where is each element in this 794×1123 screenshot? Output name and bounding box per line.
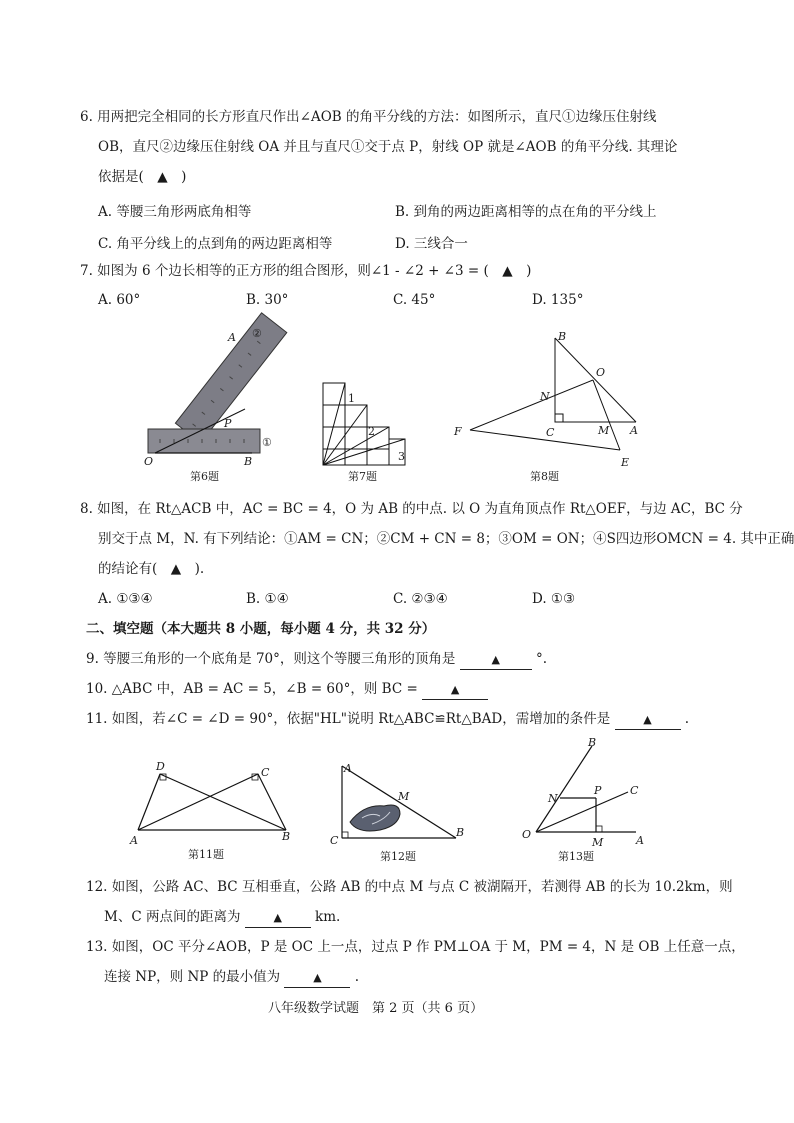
figure-12 [328,758,478,868]
fig13-label-N: N [548,792,558,805]
fig11-label-B: B [282,830,291,843]
fig13-label-M: M [592,836,604,849]
q11-answer-blank[interactable]: ▲ [615,711,681,730]
fig8-caption: 第8题 [530,470,559,483]
q8-stem-line1: 8. 如图，在 Rt△ACB 中，AC = BC = 4，O 为 AB 的中点. 以 O 为直角顶点作 Rt△OEF，与边 AC，BC 分 [80,501,743,517]
q6-stem-line2: OB，直尺②边缘压住射线 OA 并且与直尺①交于点 P，射线 OP 就是∠AOB 的角平分线. 其理论 [98,139,678,155]
q13-stem-line1: 13. 如图，OC 平分∠AOB，P 是 OC 上一点，过点 P 作 PM⊥OA 于 M，PM = 4，N 是 OB 上任意一点， [86,939,745,955]
q9-text: 9. 等腰三角形的一个底角是 70°，则这个等腰三角形的顶角是 [86,651,456,667]
q10-answer-blank[interactable]: ▲ [422,681,488,700]
fig12-caption: 第12题 [380,850,416,863]
page-footer: 八年级数学试题 第 2 页（共 6 页） [268,1001,484,1016]
fig6-label-ruler1: ① [262,436,272,449]
q11-text: 11. 如图，若∠C = ∠D = 90°，依据"HL"说明 Rt△ABC≌Rt△BAD，需增加的条件是 [86,711,611,727]
fig6-caption: 第6题 [190,470,219,483]
q11-suffix: . [684,711,690,727]
q6-stem-line1: 6. 用两把完全相同的长方形直尺作出∠AOB 的角平分线的方法：如图所示，直尺①边缘压住射线 [80,109,657,125]
q6-option-b: B. 到角的两边距离相等的点在角的平分线上 [395,204,657,220]
fig12-label-C: C [330,834,339,847]
q13-stem-line2 [104,968,359,988]
q8-option-c: C. ②③④ [393,591,448,607]
q12-answer-blank[interactable]: ▲ [245,909,311,928]
q7-option-d: D. 135° [532,292,584,308]
q7-stem: 7. 如图为 6 个边长相等的正方形的组合图形，则∠1 - ∠2 + ∠3 = ( ▲ ) [80,263,532,279]
q6-option-c: C. 角平分线上的点到角的两边距离相等 [98,236,333,252]
fig8-label-B: B [558,330,567,343]
q9-stem [86,650,547,670]
q8-stem-line2: 别交于点 M，N. 有下列结论：①AM = CN；②CM + CN = 8；③OM = ON；④S四边形OMCN = 4. 其中正确 [98,531,794,547]
figure-13 [516,736,656,866]
fig13-label-B: B [588,736,597,749]
fig6-label-ruler2: ② [252,327,262,340]
fig13-label-A: A [636,834,644,847]
q9-answer-blank[interactable]: ▲ [460,651,532,670]
fig11-caption: 第11题 [188,848,224,861]
q6-stem-line3: 依据是( ▲ ) [98,169,187,185]
q11-stem [86,710,689,730]
q13-text: 连接 NP，则 NP 的最小值为 [104,969,281,985]
figure-7 [318,378,418,483]
q12-text: M、C 两点间的距离为 [104,909,241,925]
ruler-1 [148,429,260,453]
fig8-label-F: F [454,425,462,438]
q6-option-d: D. 三线合一 [395,236,468,252]
fig8-label-M: M [598,424,610,437]
fig8-label-N: N [540,390,550,403]
q6-option-a: A. 等腰三角形两底角相等 [98,204,252,220]
q12-stem-line2 [104,908,340,928]
q13-answer-blank[interactable]: ▲ [284,969,350,988]
fig13-label-O: O [522,828,532,841]
figure-8 [448,328,648,488]
figure-11 [128,758,298,868]
fig13-label-P: P [594,784,602,797]
fig13-label-C: C [630,784,639,797]
fig12-label-A: A [344,762,352,775]
fig11-label-A: A [130,834,138,847]
q12-suffix: km. [315,909,341,925]
q8-option-b: B. ①④ [246,591,289,607]
fig11-label-C: C [261,766,270,779]
fig8-label-C: C [546,426,555,439]
fig8-label-O: O [596,366,606,379]
fig6-label-P: P [224,417,232,430]
q13-suffix: . [354,969,360,985]
q8-option-a: A. ①③④ [98,591,153,607]
q12-stem-line1: 12. 如图，公路 AC、BC 互相垂直，公路 AB 的中点 M 与点 C 被湖隔开，若测得 AB 的长为 10.2km，则 [86,879,733,895]
fig11-label-D: D [156,760,165,773]
fig6-label-B: B [244,455,253,468]
fig7-angle-3: 3 [398,450,405,463]
q8-option-d: D. ①③ [532,591,576,607]
fig7-angle-2: 2 [368,425,375,438]
q7-option-c: C. 45° [393,292,436,308]
q7-option-b: B. 30° [246,292,289,308]
fig8-label-A: A [630,424,638,437]
q10-stem [86,680,488,700]
q7-option-a: A. 60° [98,292,141,308]
fig7-caption: 第7题 [348,470,377,483]
section-2-heading: 二、填空题（本大题共 8 小题，每小题 4 分，共 32 分） [86,621,436,637]
fig12-label-B: B [456,826,465,839]
fig8-label-E: E [621,456,630,469]
q9-suffix: °. [535,651,548,667]
fig12-label-M: M [398,790,410,803]
fig7-angle-1: 1 [348,392,355,405]
figure-6 [140,325,290,485]
fig6-label-O: O [144,455,154,468]
fig13-caption: 第13题 [558,850,594,863]
q10-text: 10. △ABC 中，AB = AC = 5，∠B = 60°，则 BC = [86,681,418,697]
q8-stem-line3: 的结论有( ▲ ). [98,561,205,577]
fig6-label-A: A [228,331,236,344]
lake-blob [350,805,400,831]
